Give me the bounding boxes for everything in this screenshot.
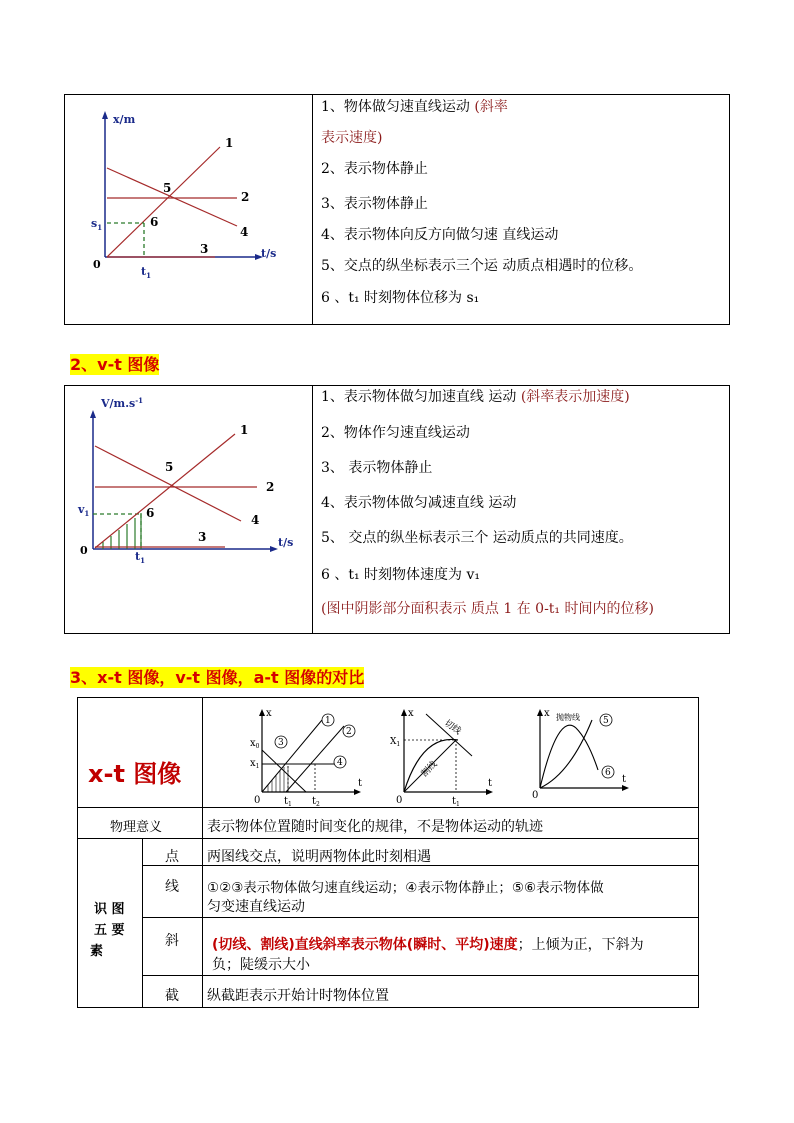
- vt-label-2: 2: [266, 480, 275, 494]
- vt-graph-cell: [65, 386, 313, 633]
- row-xian-key: 线: [165, 879, 179, 895]
- meaning-text: 表示物体位置随时间变化的规律，不是物体运动的轨迹: [207, 819, 543, 835]
- row-jie-key: 截: [165, 988, 179, 1004]
- vt-v1-label: $v_1$: [78, 503, 90, 518]
- row-xian-text1: ①②③表示物体做匀速直线运动；④表示物体静止；⑤⑥表示物体做: [207, 880, 604, 896]
- svg-text:x: x: [544, 708, 550, 719]
- xt-origin: 0: [93, 258, 101, 271]
- svg-text:t1: $t_1$: [284, 796, 292, 806]
- svg-text:切线: 切线: [442, 718, 463, 737]
- compare-graph-a: [248, 704, 368, 806]
- vt-label-5: 5: [165, 460, 174, 474]
- xt-text-cell: [313, 95, 729, 324]
- vt-shaded-area: [103, 513, 141, 549]
- vt-item-1: 1、表示物体做匀加速直线 运动 (斜率表示加速度): [321, 389, 630, 405]
- xt-t1-label: $t_1$: [141, 265, 151, 280]
- xt-item-4: 4、表示物体向反方向做匀速 直线运动: [321, 227, 559, 243]
- svg-text:3: 3: [278, 738, 284, 748]
- vt-origin: 0: [80, 544, 88, 557]
- svg-text:6: 6: [605, 768, 611, 778]
- row-dian-text: 两图线交点，说明两物体此时刻相遇: [207, 849, 431, 865]
- xt-table: [64, 94, 730, 325]
- xt-item-5: 5、交点的纵坐标表示三个运 动质点相遇时的位移。: [321, 258, 643, 274]
- svg-text:0: 0: [532, 790, 539, 801]
- vt-line-4: [95, 446, 241, 521]
- svg-text:1: 1: [325, 716, 331, 726]
- vt-item-2: 2、物体作匀速直线运动: [321, 425, 470, 441]
- vt-t1-label: $t_1$: [135, 550, 145, 565]
- xt-graph-cell: [65, 95, 313, 324]
- xt-label-5: 5: [163, 181, 172, 195]
- svg-text:t1: $t_1$: [452, 796, 460, 806]
- vt-label-6: 6: [146, 506, 155, 520]
- vt-item-4: 4、表示物体做匀减速直线 运动: [321, 495, 517, 511]
- vt-text-cell: [313, 386, 729, 633]
- heading-compare: 3、x-t 图像，v-t 图像，a-t 图像的对比: [70, 668, 365, 687]
- xt-item-1-cont: 表示速度): [321, 130, 383, 146]
- compare-title: x-t 图像: [88, 760, 182, 788]
- vt-line-1: [95, 434, 235, 548]
- compare-table: [77, 697, 699, 1008]
- xt-label-6: 6: [150, 215, 159, 229]
- group-label-line2: 五 要: [94, 923, 125, 938]
- xt-item-2: 2、表示物体静止: [321, 161, 428, 177]
- row-jie-text: 纵截距表示开始计时物体位置: [207, 988, 389, 1004]
- row-xie-text2: 负；陡缓示大小: [212, 957, 310, 973]
- xt-label-2: 2: [241, 190, 250, 204]
- svg-text:x1: $x_1$: [250, 758, 260, 770]
- xt-label-1: 1: [225, 136, 234, 150]
- compare-graph-c: [526, 704, 636, 806]
- svg-text:t: t: [622, 774, 627, 785]
- svg-text:0: 0: [254, 795, 261, 806]
- xt-graph: [65, 95, 313, 324]
- xt-line-1: [107, 147, 220, 257]
- row-xie-key: 斜: [165, 933, 179, 949]
- svg-text:x0: $x_0$: [250, 738, 260, 750]
- svg-text:2: 2: [346, 727, 352, 737]
- vt-label-3: 3: [198, 530, 207, 544]
- group-label-line1: 识 图: [94, 902, 125, 917]
- svg-text:t: t: [358, 778, 363, 789]
- xt-item-6: 6 、t₁ 时刻物体位移为 s₁: [321, 290, 480, 306]
- vt-label-1: 1: [240, 423, 249, 437]
- svg-text:X1: $X_1$: [390, 737, 401, 748]
- heading-vt: 2、v-t 图像: [70, 355, 160, 374]
- svg-text:x: x: [408, 708, 414, 719]
- svg-text:x: x: [266, 708, 272, 719]
- row-xie-text1: (切线、割线)直线斜率表示物体(瞬时、平均)速度；上倾为正，下斜为: [212, 937, 644, 953]
- row-dian-key: 点: [165, 849, 179, 865]
- svg-text:0: 0: [396, 795, 403, 806]
- svg-text:抛物线: 抛物线: [556, 713, 580, 722]
- vt-item-3: 3、 表示物体静止: [321, 460, 433, 476]
- xt-item-1: 1、物体做匀速直线运动 (斜率: [321, 99, 508, 115]
- vt-x-axis-label: t/s: [278, 536, 294, 549]
- group-label-line3: 素: [90, 944, 104, 959]
- vt-item-6: 6 、t₁ 时刻物体速度为 v₁: [321, 567, 481, 583]
- vt-y-axis-label: $V/m.s^{-1}$: [101, 396, 143, 410]
- svg-text:5: 5: [603, 716, 609, 726]
- xt-s1-label: $s_1$: [91, 217, 103, 232]
- svg-text:4: 4: [337, 758, 343, 768]
- vt-graph: [65, 386, 313, 633]
- meaning-label: 物理意义: [110, 820, 163, 835]
- vt-table: [64, 385, 730, 634]
- svg-text:t: t: [488, 778, 493, 789]
- xt-y-axis-label: x/m: [113, 113, 136, 126]
- vt-label-4: 4: [251, 513, 260, 527]
- svg-text:割线: 割线: [419, 759, 440, 780]
- xt-label-4: 4: [240, 225, 249, 239]
- xt-label-3: 3: [200, 242, 209, 256]
- svg-text:t2: $t_2$: [312, 796, 320, 806]
- vt-item-5: 5、 交点的纵坐标表示三个 运动质点的共同速度。: [321, 530, 633, 546]
- row-xian-text2: 匀变速直线运动: [207, 899, 305, 915]
- xt-line-4: [107, 168, 237, 226]
- compare-graph-b: [388, 704, 498, 806]
- xt-x-axis-label: t/s: [261, 247, 277, 260]
- vt-item-7: (图中阴影部分面积表示 质点 1 在 0-t₁ 时间内的位移): [321, 601, 654, 617]
- xt-item-3: 3、表示物体静止: [321, 196, 428, 212]
